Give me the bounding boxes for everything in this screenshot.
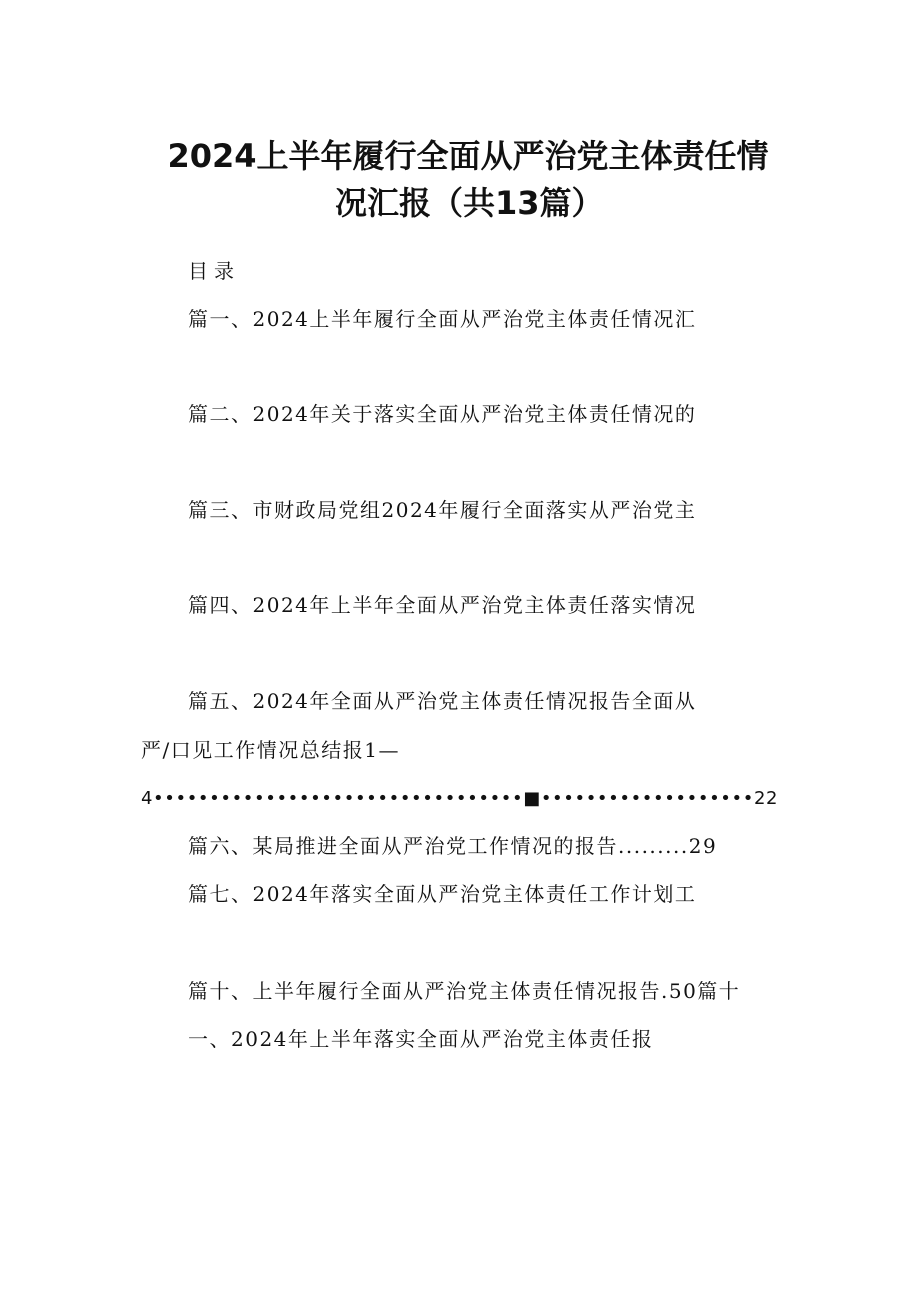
toc-entry-continuation: 严/口见工作情况总结报1—	[141, 738, 400, 762]
toc-entry-continuation: 一、2024年上半年落实全面从严治党主体责任报	[188, 1027, 654, 1051]
toc-entry: 篇五、2024年全面从严治党主体责任情况报告全面从	[188, 689, 697, 713]
toc-entry: 篇六、某局推进全面从严治党工作情况的报告.........29	[188, 834, 718, 858]
document-title-line-2: 况汇报（共13篇）	[335, 184, 604, 222]
document-title-line-1: 2024上半年履行全面从严治党主体责任情	[167, 137, 769, 175]
toc-entry: 篇二、2024年关于落实全面从严治党主体责任情况的	[188, 402, 697, 426]
toc-heading: 目录	[188, 259, 240, 283]
toc-entry: 篇七、2024年落实全面从严治党主体责任工作计划工	[188, 882, 697, 906]
toc-entry: 篇四、2024年上半年全面从严治党主体责任落实情况	[188, 593, 697, 617]
toc-entry: 篇十、上半年履行全面从严治党主体责任情况报告.50篇十	[188, 979, 741, 1003]
toc-entry-leader-line: 4•••••••••••••••••••••••••••••••••■•••••••••••••••••••22	[141, 788, 779, 809]
toc-entry: 篇一、2024上半年履行全面从严治党主体责任情况汇	[188, 307, 697, 331]
toc-entry: 篇三、市财政局党组2024年履行全面落实从严治党主	[188, 498, 697, 522]
